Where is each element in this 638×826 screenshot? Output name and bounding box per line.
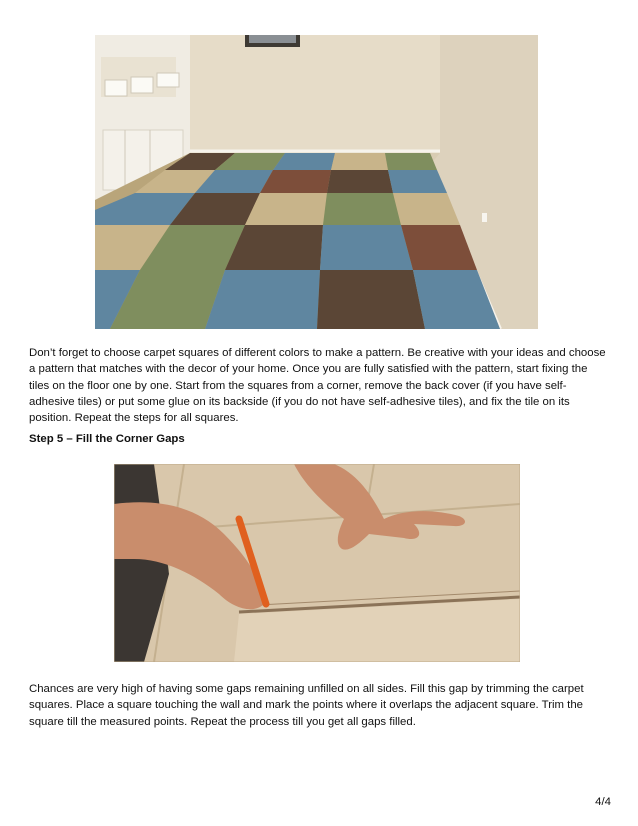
step-5-heading: Step 5 – Fill the Corner Gaps [29,433,185,445]
pattern-paragraph: Don’t forget to choose carpet squares of different colors to make a pattern. Be creative with your ideas and choose a pattern that matches with the decor of your home. Once you are fully satisfied with the pattern, start fixing the tiles on the floor one by one. Start from the squares from a corner, remove the back cover (if you have self-adhesive tiles) or put some glue on its backside (if you do not have self-adhesive tiles), and fix the tile on its position. Repeat the steps for all squares. [29,347,606,425]
carpet-room-photo [95,35,538,329]
page-number: 4/4 [595,796,611,808]
trimming-illustration [114,464,520,662]
gaps-paragraph: Chances are very high of having some gaps remaining unfilled on all sides. Fill this gap by trimming the carpet squares. Place a square touching the wall and mark the points where it overlaps the adjacent square. Trim the square till the measured points. Repeat the process till you get all gaps filled. [29,683,584,728]
carpet-room-illustration [95,35,538,329]
trimming-photo [114,464,520,662]
